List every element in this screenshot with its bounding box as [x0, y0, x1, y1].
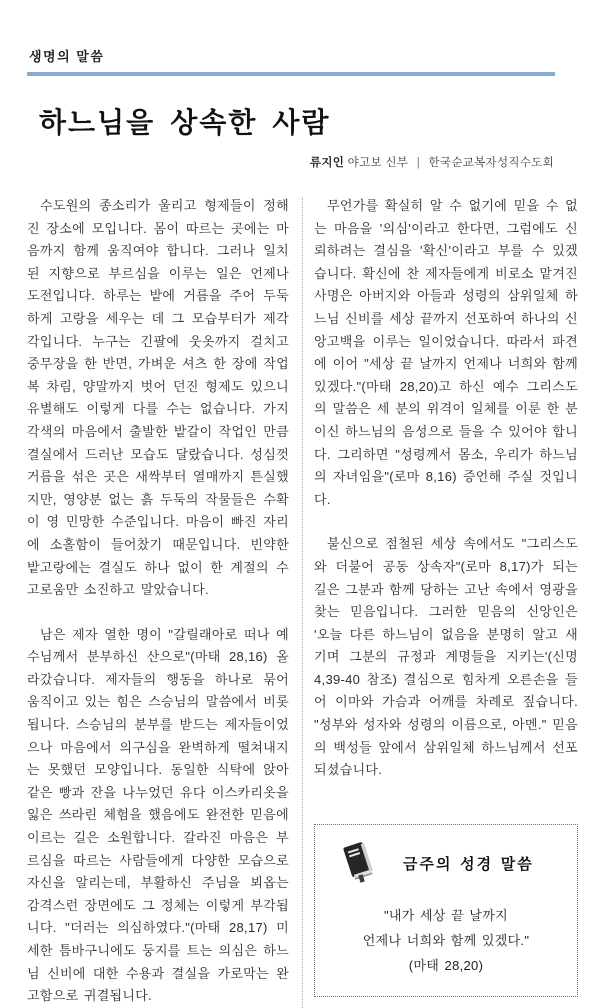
bible-book-icon	[339, 840, 377, 892]
right-column	[314, 195, 578, 1008]
section-label: 생명의 말씀	[29, 49, 105, 64]
author-title: 야고보 신부	[347, 157, 409, 169]
organization-name: 한국순교복자성직수도회	[428, 157, 554, 169]
article-columns	[27, 195, 578, 1008]
author-name: 류지인	[309, 157, 345, 169]
scripture-box-header	[325, 840, 567, 892]
scripture-quote	[325, 903, 567, 978]
scripture-box	[314, 824, 578, 998]
byline-separator: |	[416, 157, 420, 169]
page-title: 하느님을 상속한 사람	[39, 108, 331, 139]
paragraph: 불신으로 점철된 세상 속에서도 "그리스도와 더불어 공동 상속자"(로마 8,17)가 되는 길은 그분과 함께 당하는 고난 속에서 영광을 찾는 믿음입니다. 그러한 믿음의 신앙인은 '오늘 다른 하느님이 없음을 분명히 알고 새기며 그분의 규정과 계명들을 지키는'(신명 4,39-40 참조) 결심으로 힘차게 오른손을 들어 이마와 가슴과 어깨를 차례로 짚습니다. "성부와 성자와 성령의 이름으로, 아멘." 믿음의 백성들 앞에서 삼위일체 하느님께서 선포되셨습니다.	[314, 536, 578, 778]
paragraph: 남은 제자 열한 명이 "갈릴래아로 떠나 예수님께서 분부하신 산으로"(마태 28,16) 올라갔습니다. 제자들의 행동을 하나로 묶어 움직이고 있는 힘은 스승님의 말씀에서 비롯됩니다. 스승님의 분부를 받드는 제자들이었으나 마음에서 의구심을 완벽하게 떨쳐내지는 못했던 모양입니다. 동일한 식탁에 앉아 같은 빵과 잔을 나누었던 유다 이스카리옷을 잃은 쓰라린 체험을 했음에도 완전한 믿음에 이르는 길은 소원합니다. 갈라진 마음은 부르심을 따르는 사람들에게 다양한 모습으로 자신을 알리는데, 부활하신 주님을 뵈옵는 감격스런 장면에도 그 정체는 이렇게 부각됩니다. "더러는 의심하였다."(마태 28,17) 미세한 틈바구니에도 둥지를 트는 의심은 하느님 신비에 대한 수용과 결실을 가로막는 완고함으로 귀결됩니다.	[27, 626, 289, 1004]
header-rule	[27, 72, 555, 76]
scripture-box-title: 금주의 성경 말씀	[403, 856, 534, 874]
scripture-quote-line: "내가 세상 끝 날까지	[383, 908, 508, 924]
column-divider	[302, 197, 303, 1008]
left-column	[27, 195, 289, 1008]
paragraph: 수도원의 종소리가 울리고 형제들이 정해진 장소에 모입니다. 몸이 따르는 곳에는 마음까지 함께 움직여야 합니다. 그러나 일치된 지향으로 부르심을 이루는 일은 언제나 도전입니다. 하루는 밭에 거름을 주어 두둑하게 고랑을 세우는 데 그 모습부터가 제각각입니다. 누구는 긴팔에 웃옷까지 걸치고 중무장을 한 반면, 가벼운 셔츠 한 장에 작업복 차림, 양말까지 벗어 던진 형제도 있으니 유별해도 이렇게 다를 수는 없습니다. 가지각색의 마음에서 출발한 밭갈이 작업인 만큼 결실에서 드러난 모습도 달랐습니다. 성심껏 거름을 섞은 곳은 새싹부터 열매까지 튼실했지만, 영양분 없는 흙 두둑의 작물들은 수확이 영 민망한 수준입니다. 마음이 빠진 자리에 소홀함이 들어찼기 때문입니다. 빈약한 밭고랑에는 결실도 하나 없이 한 계절의 수고로움만 소진하고 말았습니다.	[27, 198, 289, 598]
scripture-quote-ref: (마태 28,20)	[408, 958, 484, 974]
scripture-quote-line: 언제나 너희와 함께 있겠다."	[362, 933, 530, 949]
paragraph: 무언가를 확실히 알 수 없기에 믿을 수 없는 마음을 '의심'이라고 한다면, 그럼에도 신뢰하려는 결심을 '확신'이라고 부를 수 있겠습니다. 확신에 찬 제자들에게 비로소 맡겨진 사명은 아버지와 아들과 성령의 삼위일체 하느님 신비를 세상 끝까지 선포하여 하나의 신앙고백을 이루는 일이었습니다. 따라서 파견에 이어 "세상 끝 날까지 언제나 너희와 함께 있겠다."(마태 28,20)고 하신 예수 그리스도의 말씀은 세 분의 위격이 일체를 이룬 한 분이신 하느님의 음성으로 들을 수 있어야 합니다. 그리하면 "성령께서 몸소, 우리가 하느님의 자녀임을"(로마 8,16) 증언해 주실 것입니다.	[314, 198, 578, 507]
byline	[27, 154, 578, 170]
